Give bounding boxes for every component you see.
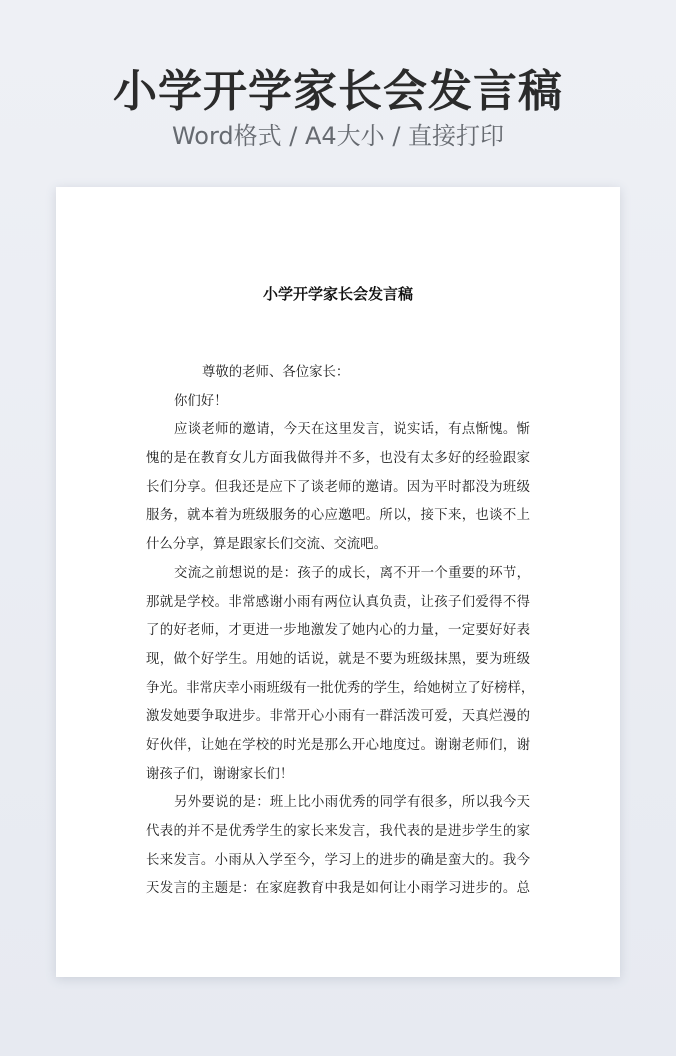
- paragraph-line: 代表的并不是优秀学生的家长来发言，我代表的是进步学生的家: [146, 824, 530, 839]
- document-title: 小学开学家长会发言稿: [262, 285, 413, 303]
- document-body: [146, 359, 535, 904]
- page-title: 小学开学家长会发言稿: [113, 66, 563, 117]
- paragraph-line: 好伙伴，让她在学校的时光是那么开心地度过。谢谢老师们，谢: [146, 737, 530, 753]
- header-banner: [0, 0, 676, 186]
- paragraph-line: 服务，就本着为班级服务的心应邀吧。所以，接下来，也谈不上: [146, 508, 530, 524]
- paragraph-line: 了的好老师，才更进一步地激发了她内心的力量，一定要好好表: [146, 623, 530, 639]
- paragraph-line: 另外要说的是：班上比小雨优秀的同学有很多，所以我今天: [174, 795, 530, 811]
- paragraph-line: 天发言的主题是：在家庭教育中我是如何让小雨学习进步的。总: [146, 881, 530, 897]
- paragraph-line: 那就是学校。非常感谢小雨有两位认真负责，让孩子们爱得不得: [146, 594, 530, 610]
- paragraph-line: 应谈老师的邀请，今天在这里发言，说实话，有点惭愧。惭: [174, 422, 530, 438]
- paragraph-line: 愧的是在教育女儿方面我做得并不多，也没有太多好的经验跟家: [146, 451, 530, 467]
- document-page: [56, 187, 620, 977]
- paragraph-line: 争光。非常庆幸小雨班级有一批优秀的学生，给她树立了好榜样，: [146, 680, 535, 696]
- greeting-line: 你们好！: [174, 393, 228, 409]
- paragraph-line: 什么分享，算是跟家长们交流、交流吧。: [146, 537, 388, 553]
- paragraph-line: 交流之前想说的是：孩子的成长，离不开一个重要的环节，: [174, 565, 530, 581]
- paragraph-line: 现，做个好学生。用她的话说，就是不要为班级抹黑，要为班级: [146, 651, 530, 667]
- page-subtitle: Word格式 / A4大小 / 直接打印: [171, 122, 505, 150]
- paragraph-line: 谢孩子们，谢谢家长们！: [146, 766, 294, 782]
- paragraph-line: 长们分享。但我还是应下了谈老师的邀请。因为平时都没为班级: [146, 479, 530, 495]
- paragraph-line: 长来发言。小雨从入学至今，学习上的进步的确是蛮大的。我今: [146, 852, 530, 868]
- salutation-line: 尊敬的老师、各位家长：: [202, 365, 350, 380]
- paragraph-line: 激发她要争取进步。非常开心小雨有一群活泼可爱，天真烂漫的: [146, 709, 530, 725]
